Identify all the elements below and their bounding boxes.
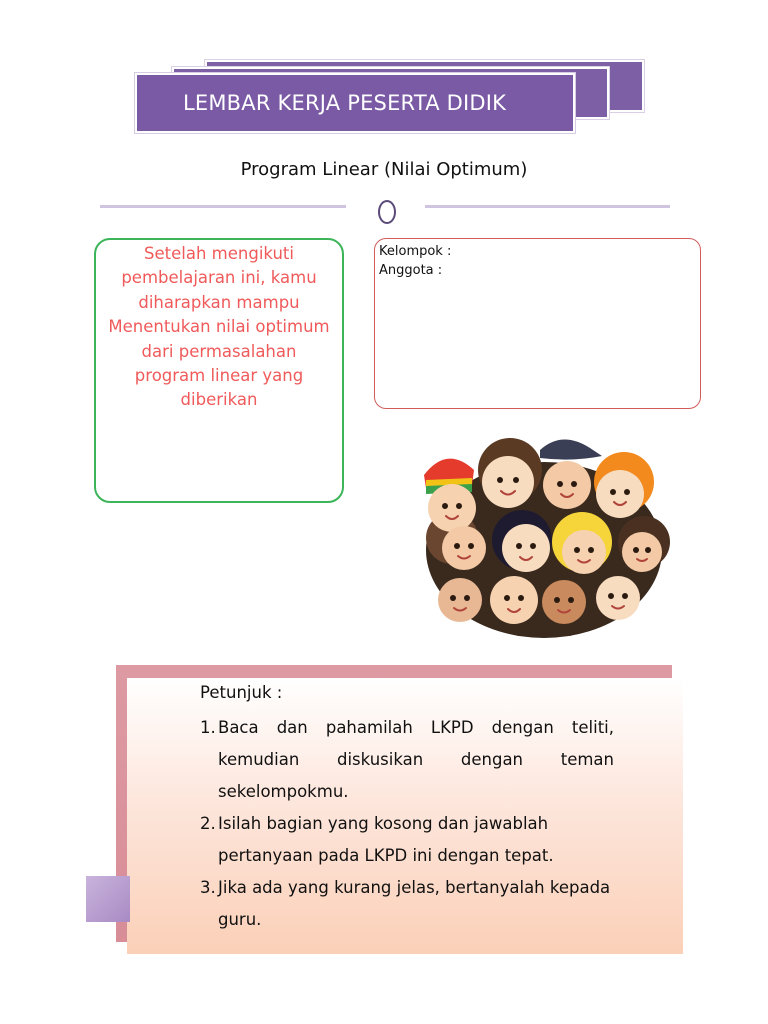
instruction-number: 2. [200,814,216,833]
instruction-item [200,808,614,872]
kid-face [428,484,476,532]
goal-line: Menentukan nilai optimum [108,317,330,337]
instructions-tab-decoration [86,876,130,922]
kid-face [543,461,591,509]
goal-line: diberikan [180,390,258,410]
instructions-content [200,683,614,936]
instruction-item [200,872,614,936]
kid-face [596,470,644,518]
title-banner [135,73,575,133]
instruction-item [200,712,614,808]
kid-face [482,456,534,508]
goal-line: diharapkan mampu [138,292,300,312]
subtitle: Program Linear (Nilai Optimum) [240,159,528,180]
goal-line: program linear yang [134,366,304,386]
instruction-number: 3. [200,878,216,897]
kid-face [490,576,538,624]
kid-face [438,578,482,622]
kid-face [542,580,586,624]
instruction-text: Jika ada yang kurang jelas, bertanyalah kepada guru. [218,878,611,929]
group-of-kids-illustration-icon [412,430,677,645]
instruction-text: Isilah bagian yang kosong dan jawablah pertanyaan pada LKPD ini dengan tepat. [218,814,554,865]
kid-face [622,532,662,572]
kid-face [502,524,550,572]
anggota-label: Anggota : [379,263,443,278]
kid-face [442,526,486,570]
circle-ornament-icon [378,200,396,224]
divider-right [425,205,670,208]
instruction-text: Baca dan pahamilah LKPD dengan teliti, kemudian diskusikan dengan teman sekelompokmu. [218,718,614,801]
hat [540,439,602,459]
goal-line: dari permasalahan [141,341,297,361]
kelompok-label: Kelompok : [379,244,452,259]
learning-goal-box [94,238,344,503]
learning-goal-text [96,242,342,413]
divider-left [100,205,346,208]
goal-line: Setelah mengikuti [144,244,294,263]
group-info-box[interactable] [374,238,701,409]
kid-face [562,530,606,574]
instruction-number: 1. [200,718,216,737]
instructions-heading: Petunjuk : [200,683,283,702]
goal-line: pembelajaran ini, kamu [121,268,317,288]
page-title: LEMBAR KERJA PESERTA DIDIK [183,91,507,115]
kid-face [596,576,640,620]
